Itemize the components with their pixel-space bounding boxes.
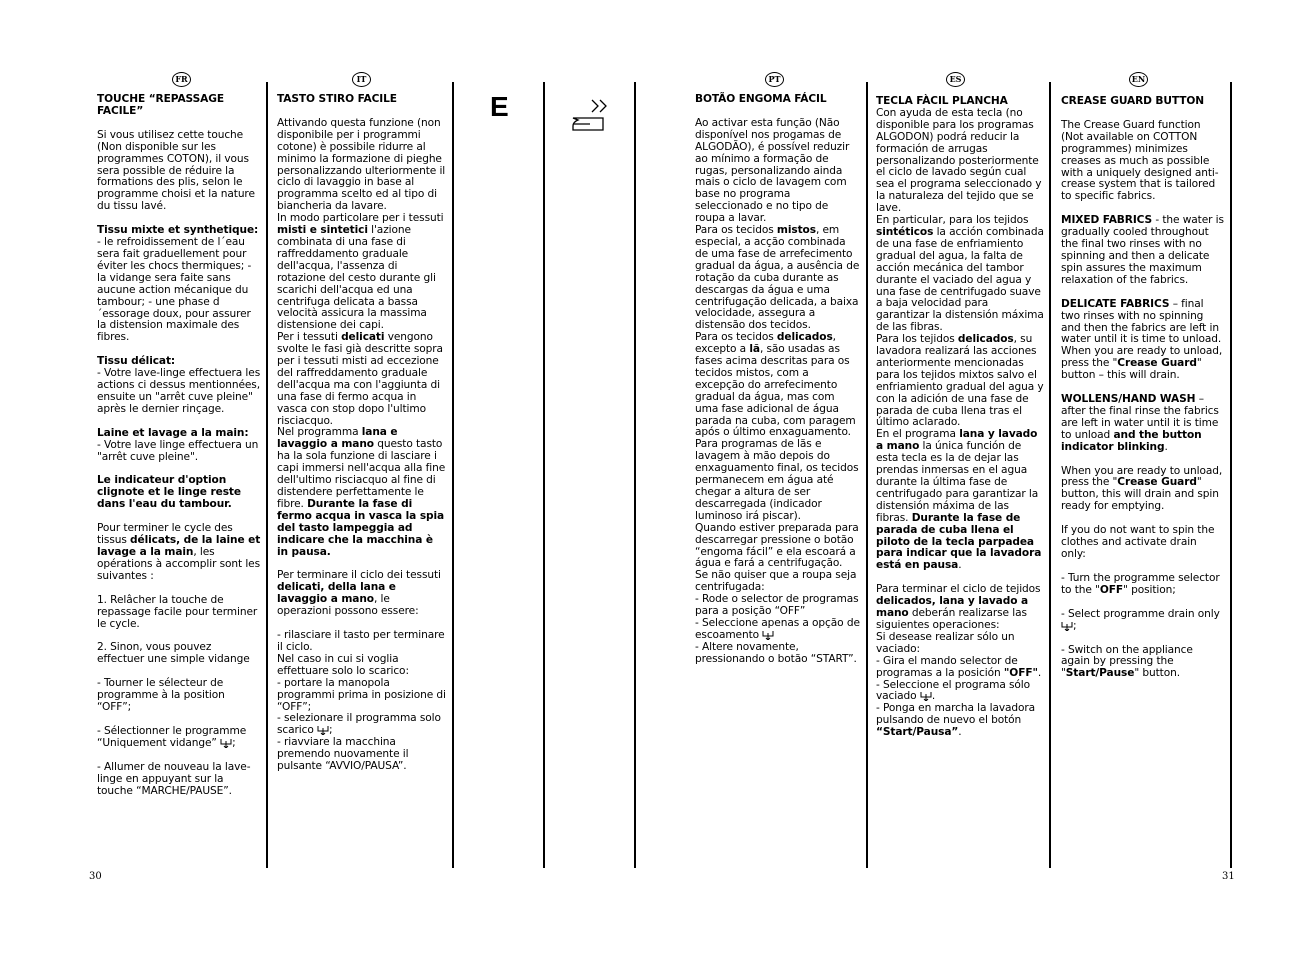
pt-p4: Para programas de lãs e lavagem à mão depois do enxaguamento final, os tecidos permanecem em água até chegar a altura de ser descarregada (indicador luminoso irá piscar). xyxy=(695,438,859,522)
en-p7: - Turn the programme selector to the "OFF" position; xyxy=(1061,571,1220,596)
drain-icon xyxy=(220,738,232,748)
column-divider xyxy=(266,82,268,868)
en-title: CREASE GUARD BUTTON xyxy=(1061,95,1205,107)
fr-mixed-text: - le refroidissement de l´eau sera fait graduellement pour éviter les chocs thermiques; - la vidange sera faite sans aucune action mécanique du tambour; - une phase d´essorage doux, pour assurer la distension maximale des fibres. xyxy=(97,236,252,344)
column-divider xyxy=(452,82,454,868)
es-p2: En particular, para los tejidos sintéticos la acción combinada de una fase de enfriamiento gradual del agua, la falta de acción mecánica del tambor durante el vaciado del agua y una fase de centrifugado suave a baja velocidad para garantizar la distensión máxima de las fibras. xyxy=(876,214,1044,334)
column-divider xyxy=(1230,82,1232,868)
language-badge-it: IT xyxy=(352,72,371,87)
drain-icon xyxy=(920,691,932,701)
drain-icon xyxy=(1061,621,1073,631)
it-p8: - portare la manopola programmi prima in posizione di “OFF”; xyxy=(277,676,446,713)
column-divider xyxy=(1049,82,1051,868)
fr-indicator: Le indicateur d'option clignote et le linge reste dans l'eau du tambour. xyxy=(97,474,241,511)
es-p7: - Gira el mando selector de programas a la posición "OFF". xyxy=(876,654,1042,679)
fr-end-cycle: Pour terminer le cycle des tissus délicats, de la laine et lavage a la main, les opérations à accomplir sont les suivantes : xyxy=(97,522,261,582)
portuguese-column xyxy=(695,94,860,666)
pt-p5: Quando estiver preparada para descarregar pressione o botão “engoma fácil” e ela escoará a água e fará a centrifugação. xyxy=(695,521,859,570)
it-p4: Nel programma lana e lavaggio a mano questo tasto ha la sola funzione di lasciare i capi immersi nell'acqua alla fine dell'ultimo risciacquo al fine di distendere perfettamente le fibre. Durante la fase di fermo acqua in vasca la spia del tasto lampeggia ad indicare che la macchina è in pausa. xyxy=(277,426,446,558)
pt-p8: - Seleccione apenas a opção de escoamento xyxy=(695,616,860,641)
crease-guard-iron-icon xyxy=(570,96,612,134)
es-title: TECLA FÀCIL PLANCHA xyxy=(876,95,1008,107)
pt-p7: - Rode o selector de programas para a posição “OFF” xyxy=(695,593,859,618)
it-p9: - selezionare il programma solo scarico ; xyxy=(277,712,441,737)
fr-title: TOUCHE “REPASSAGE FACILE” xyxy=(97,93,224,117)
en-p5: When you are ready to unload, press the "Crease Guard" button, this will drain and spin ready for emptying. xyxy=(1061,464,1223,513)
page-number-right: 31 xyxy=(1222,871,1235,882)
fr-wool-heading: Laine et lavage a la main: xyxy=(97,426,249,439)
en-p2: MIXED FABRICS - the water is gradually cooled throughout the final two rinses with no spinning and then a delicate spin assures the maximum relaxation of the fabrics. xyxy=(1061,214,1224,286)
pt-title: BOTÃO ENGOMA FÁCIL xyxy=(695,93,827,105)
italian-column xyxy=(277,94,447,773)
es-p4: En el programa lana y lavado a mano la única función de esta tecla es la de dejar las prendas inmersas en el agua durante la última fase de centrifugado para garantizar la distensión máxima de las fibras. Durante la fase de parada de cuba llena el piloto de la tecla parpadea para indicar que la lavadora está en pausa. xyxy=(876,428,1042,572)
en-p9: - Switch on the appliance again by pressing the "Start/Pause" button. xyxy=(1061,643,1193,680)
fr-mixed-heading: Tissu mixte et synthetique: xyxy=(97,224,259,237)
fr-intro: Si vous utilisez cette touche (Non disponible sur les programmes COTON), il vous sera possible de réduire la formations des plis, selon le programme choisi et la nature du tissu lavé. xyxy=(97,128,255,213)
es-p8: - Seleccione el programa sólo vaciado . xyxy=(876,678,1030,703)
it-p1: Attivando questa funzione (non disponibile per i programmi cotone) è possibile ridurre al minimo la formazione di pieghe personalizzando ulteriormente il ciclo di lavaggio in base al programma scelto ed al tipo di biancheria da lavare. xyxy=(277,116,446,213)
it-p10: - riavviare la macchina premendo nuovamente il pulsante “AVVIO/PAUSA”. xyxy=(277,736,409,773)
page-number-left: 30 xyxy=(89,871,102,882)
pt-p3: Para os tecidos delicados, excepto a lã, são usadas as fases acima descritas para os tecidos mistos, com a excepção do arrefecimento gradual da água, mas com uma fase adicional de água parada na cuba, com paragem após o último enxaguamento. xyxy=(695,331,856,439)
es-p3: Para los tejidos delicados, su lavadora realizará las acciones anteriormente mencionadas para los tejidos mixtos salvo el enfriamiento gradual del agua y con la adición de una fase de parada de cuba llena tras el último aclarado. xyxy=(876,333,1044,429)
language-badge-es: ES xyxy=(946,72,965,87)
it-p7: Nel caso in cui si voglia effettuare solo lo scarico: xyxy=(277,652,409,677)
column-divider xyxy=(543,82,545,868)
it-title: TASTO STIRO FACILE xyxy=(277,93,397,105)
fr-delicate-text: - Votre lave-linge effectuera les actions ci dessus mentionnées, ensuite un "arrêt cuve pleine" après le dernier rinçage. xyxy=(97,367,261,415)
pt-p6: Se não quiser que a roupa seja centrifugada: xyxy=(695,569,857,594)
french-column xyxy=(97,94,261,810)
column-divider xyxy=(634,82,636,868)
fr-step-2: 2. Sinon, vous pouvez effectuer une simple vidange xyxy=(97,641,250,666)
it-p3: Per i tessuti delicati vengono svolte le fasi già descritte sopra per i tessuti misti ad eccezione del raffreddamento graduale dell'acqua ma con l'aggiunta di una fase di fermo acqua in vasca con stop dopo l'ultimo risciacquo. xyxy=(277,331,443,427)
en-p6: If you do not want to spin the clothes and activate drain only: xyxy=(1061,524,1215,560)
es-p9: - Ponga en marcha la lavadora pulsando de nuevo el botón “Start/Pausa”. xyxy=(876,702,1036,739)
it-p5: Per terminare il ciclo dei tessuti delicati, della lana e lavaggio a mano, le operazioni possono essere: xyxy=(277,569,441,618)
language-badge-pt: PT xyxy=(765,72,784,87)
language-badge-en: EN xyxy=(1129,72,1148,87)
fr-step-1: 1. Relâcher la touche de repassage facile pour terminer le cycle. xyxy=(97,593,258,630)
pt-p9: - Altere novamente, pressionando o botão “START”. xyxy=(695,640,857,665)
en-p4: WOLLENS/HAND WASH – after the final rinse the fabrics are left in water until it is time to unload and the button indicator blinking. xyxy=(1061,393,1219,453)
en-p8: - Select programme drain only ; xyxy=(1061,607,1220,632)
drain-icon xyxy=(762,630,774,640)
pt-p2: Para os tecidos mistos, em especial, a acção combinada de uma fase de arrefecimento gradual da água, a ausência de rotação da cuba durante as descargas da água e uma centrifugação delicada, a baixa velocidade, assegura a distensão dos tecidos. xyxy=(695,224,860,332)
fr-substep-3: - Allumer de nouveau la lave-linge en appuyant sur la touche “MARCHE/PAUSE”. xyxy=(97,760,251,797)
section-letter: E xyxy=(490,91,509,122)
en-p1: The Crease Guard function (Not available on COTTON programmes) minimizes creases as much as possible with a uniquely designed anti-crease system that is tailored to specific fabrics. xyxy=(1061,118,1219,203)
column-divider xyxy=(866,82,868,868)
it-p2: In modo particolare per i tessuti misti e sintetici l'azione combinata di una fase di raffreddamento graduale dell'acqua, l'assenza di rotazione del cesto durante gli scarichi dell'acqua ed una centrifuga delicata a bassa velocità assicura la massima distensione dei capi. xyxy=(277,212,444,332)
es-p6: Si desease realizar sólo un vaciado: xyxy=(876,630,1015,655)
fr-substep-1: - Tourner le sélecteur de programme à la position “OFF”; xyxy=(97,677,225,714)
es-p1: Con ayuda de esta tecla (no disponible para los programas ALGODON) podrá reducir la formación de arrugas personalizando posteriormente el ciclo de lavado según cual sea el programa seleccionado y la naturaleza del tejido que se lave. xyxy=(876,106,1042,215)
fr-delicate-heading: Tissu délicat: xyxy=(97,355,176,368)
fr-wool-text: - Votre lave linge effectuera un "arrêt cuve pleine". xyxy=(97,438,259,463)
en-p3: DELICATE FABRICS – final two rinses with no spinning and then the fabrics are left in water until it is time to unload. When you are ready to unload, press the "Crease Guard" button – this will drain. xyxy=(1061,297,1223,382)
spanish-column xyxy=(876,94,1044,739)
english-column xyxy=(1061,94,1224,692)
drain-icon xyxy=(317,725,329,735)
fr-substep-2: - Sélectionner le programme “Uniquement vidange” ; xyxy=(97,724,247,749)
pt-p1: Ao activar esta função (Não disponível nos progamas de ALGODÃO), é possível reduzir ao mínimo a formação de rugas, personalizando ainda mais o ciclo de lavagem com base no programa seleccionado e no tipo de roupa a lavar. xyxy=(695,116,850,225)
es-p5: Para terminar el ciclo de tejidos delicados, lana y lavado a mano deberán realizarse las siguientes operaciones: xyxy=(876,583,1041,631)
it-p6: - rilasciare il tasto per terminare il ciclo. xyxy=(277,629,445,653)
language-badge-fr: FR xyxy=(172,72,191,87)
